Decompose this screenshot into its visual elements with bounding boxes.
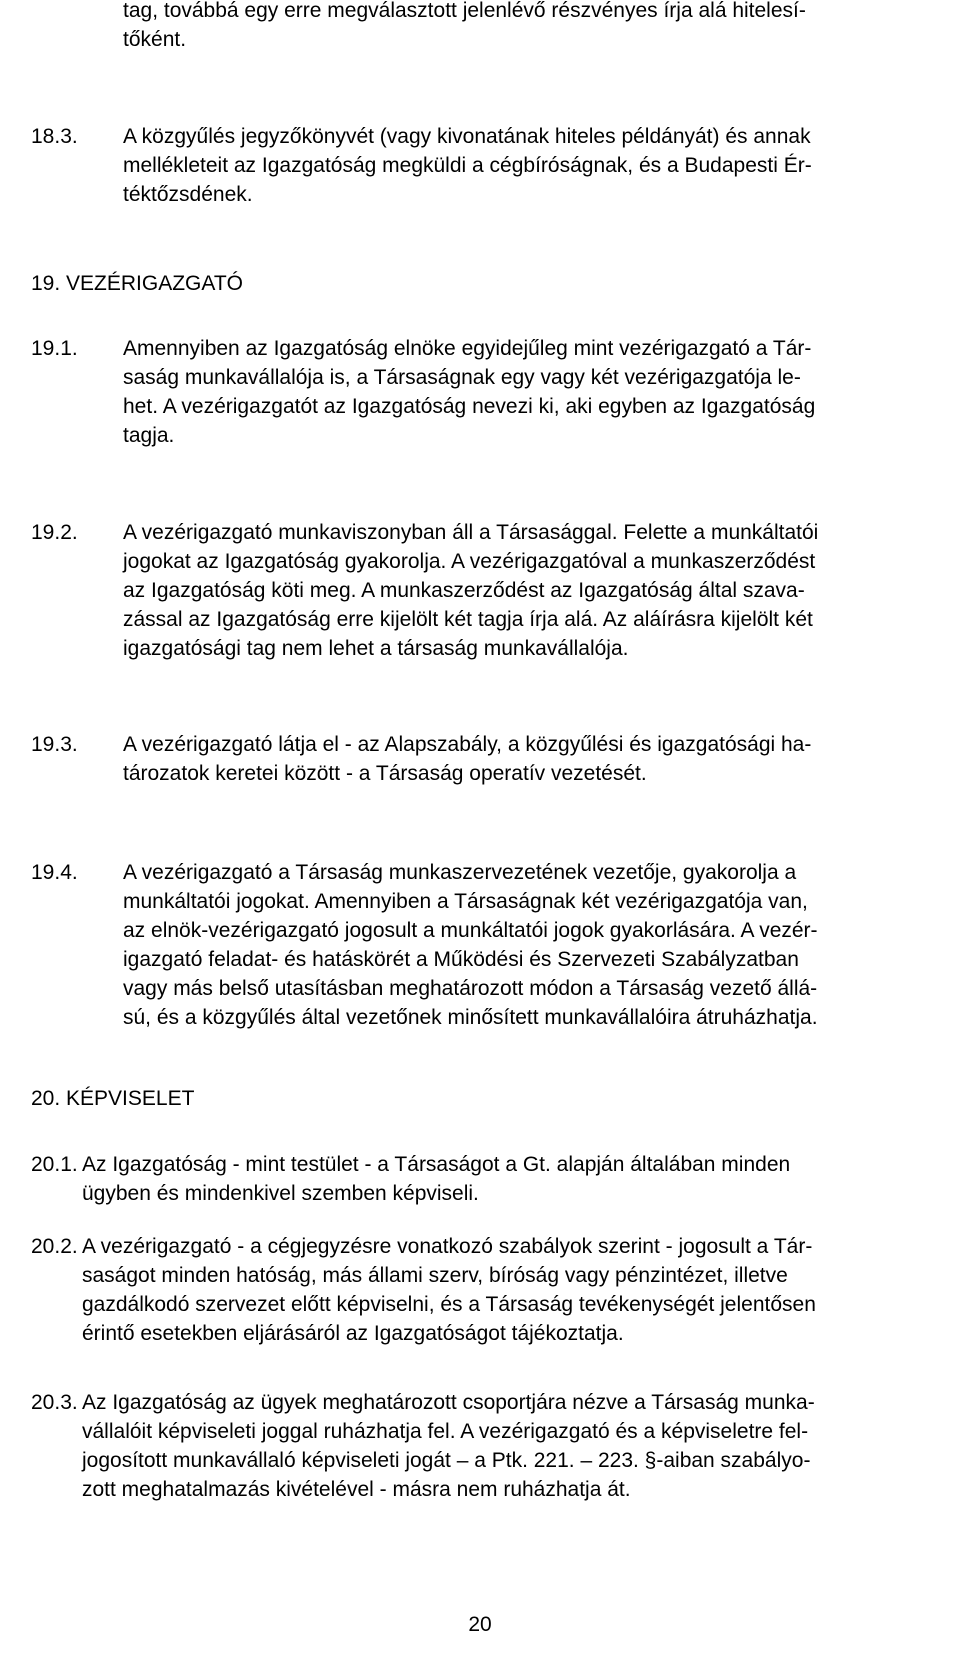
paragraph-line: jogokat az Igazgatóság gyakorolja. A vezérigazgatóval a munkaszerződést	[123, 550, 816, 573]
paragraph-line: téktőzsdének.	[123, 183, 253, 206]
section-number: 19.4.	[31, 861, 78, 884]
paragraph-line: mellékleteit az Igazgatóság megküldi a cégbíróságnak, és a Budapesti Ér-	[123, 154, 812, 177]
section-number: 18.3.	[31, 125, 78, 148]
paragraph-line: vállalóit képviseleti joggal ruházhatja fel. A vezérigazgató és a képviseletre fel-	[82, 1420, 809, 1443]
paragraph-line: tagja.	[123, 424, 175, 447]
paragraph-line: Amennyiben az Igazgatóság elnöke egyidejűleg mint vezérigazgató a Tár-	[123, 337, 812, 360]
paragraph-line: het. A vezérigazgatót az Igazgatóság nevezi ki, aki egyben az Igazgatóság	[123, 395, 816, 418]
paragraph-line: A vezérigazgató munkaviszonyban áll a Társasággal. Felette a munkáltatói	[123, 521, 819, 544]
paragraph-line: A vezérigazgató látja el - az Alapszabály, a közgyűlési és igazgatósági ha-	[123, 733, 812, 756]
paragraph-line: az elnök-vezérigazgató jogosult a munkáltatói jogok gyakorlására. A vezér-	[123, 919, 818, 942]
section-heading: 19. VEZÉRIGAZGATÓ	[31, 272, 243, 295]
paragraph-line: zott meghatalmazás kivételével - másra nem ruházhatja át.	[82, 1478, 631, 1501]
paragraph-line: gazdálkodó szervezet előtt képviselni, és a Társaság tevékenységét jelentősen	[82, 1293, 816, 1316]
paragraph-line: Az Igazgatóság az ügyek meghatározott csoportjára nézve a Társaság munka-	[82, 1391, 815, 1414]
paragraph-line: zással az Igazgatóság erre kijelölt két tagja írja alá. Az aláírásra kijelölt két	[123, 608, 813, 631]
paragraph-line: Az Igazgatóság - mint testület - a Társaságot a Gt. alapján általában minden	[82, 1153, 791, 1176]
paragraph-line: A közgyűlés jegyzőkönyvét (vagy kivonatának hiteles példányát) és annak	[123, 125, 811, 148]
paragraph-line: munkáltatói jogokat. Amennyiben a Társaságnak két vezérigazgatója van,	[123, 890, 808, 913]
paragraph-line: tőként.	[123, 28, 187, 51]
section-number: 20.1.	[31, 1153, 78, 1176]
section-number: 19.1.	[31, 337, 78, 360]
section-number: 20.3.	[31, 1391, 78, 1414]
paragraph-line: jogosított munkavállaló képviseleti jogát – a Ptk. 221. – 223. §-aiban szabályo-	[82, 1449, 811, 1472]
paragraph-line: vagy más belső utasításban meghatározott módon a Társaság vezető állá-	[123, 977, 818, 1000]
section-number: 19.2.	[31, 521, 78, 544]
paragraph-line: igazgató feladat- és hatáskörét a Működési és Szervezeti Szabályzatban	[123, 948, 799, 971]
paragraph-line: A vezérigazgató - a cégjegyzésre vonatkozó szabályok szerint - jogosult a Tár-	[82, 1235, 813, 1258]
paragraph-line: saságot minden hatóság, más állami szerv, bíróság vagy pénzintézet, illetve	[82, 1264, 788, 1287]
paragraph-line: érintő esetekben eljárásáról az Igazgatóságot tájékoztatja.	[82, 1322, 624, 1345]
section-number: 20.2.	[31, 1235, 78, 1258]
section-heading: 20. KÉPVISELET	[31, 1087, 195, 1110]
paragraph-line: az Igazgatóság köti meg. A munkaszerződést az Igazgatóság által szava-	[123, 579, 805, 602]
page-number: 20	[468, 1613, 492, 1636]
paragraph-line: tározatok keretei között - a Társaság operatív vezetését.	[123, 762, 647, 785]
paragraph-line: A vezérigazgató a Társaság munkaszervezetének vezetője, gyakorolja a	[123, 861, 797, 884]
paragraph-line: ügyben és mindenkivel szemben képviseli.	[82, 1182, 479, 1205]
paragraph-line: saság munkavállalója is, a Társaságnak egy vagy két vezérigazgatója le-	[123, 366, 801, 389]
section-number: 19.3.	[31, 733, 78, 756]
paragraph-line: sú, és a közgyűlés által vezetőnek minősített munkavállalóira átruházhatja.	[123, 1006, 818, 1029]
paragraph-line: tag, továbbá egy erre megválasztott jelenlévő részvényes írja alá hitelesí-	[123, 0, 806, 22]
paragraph-line: igazgatósági tag nem lehet a társaság munkavállalója.	[123, 637, 629, 660]
